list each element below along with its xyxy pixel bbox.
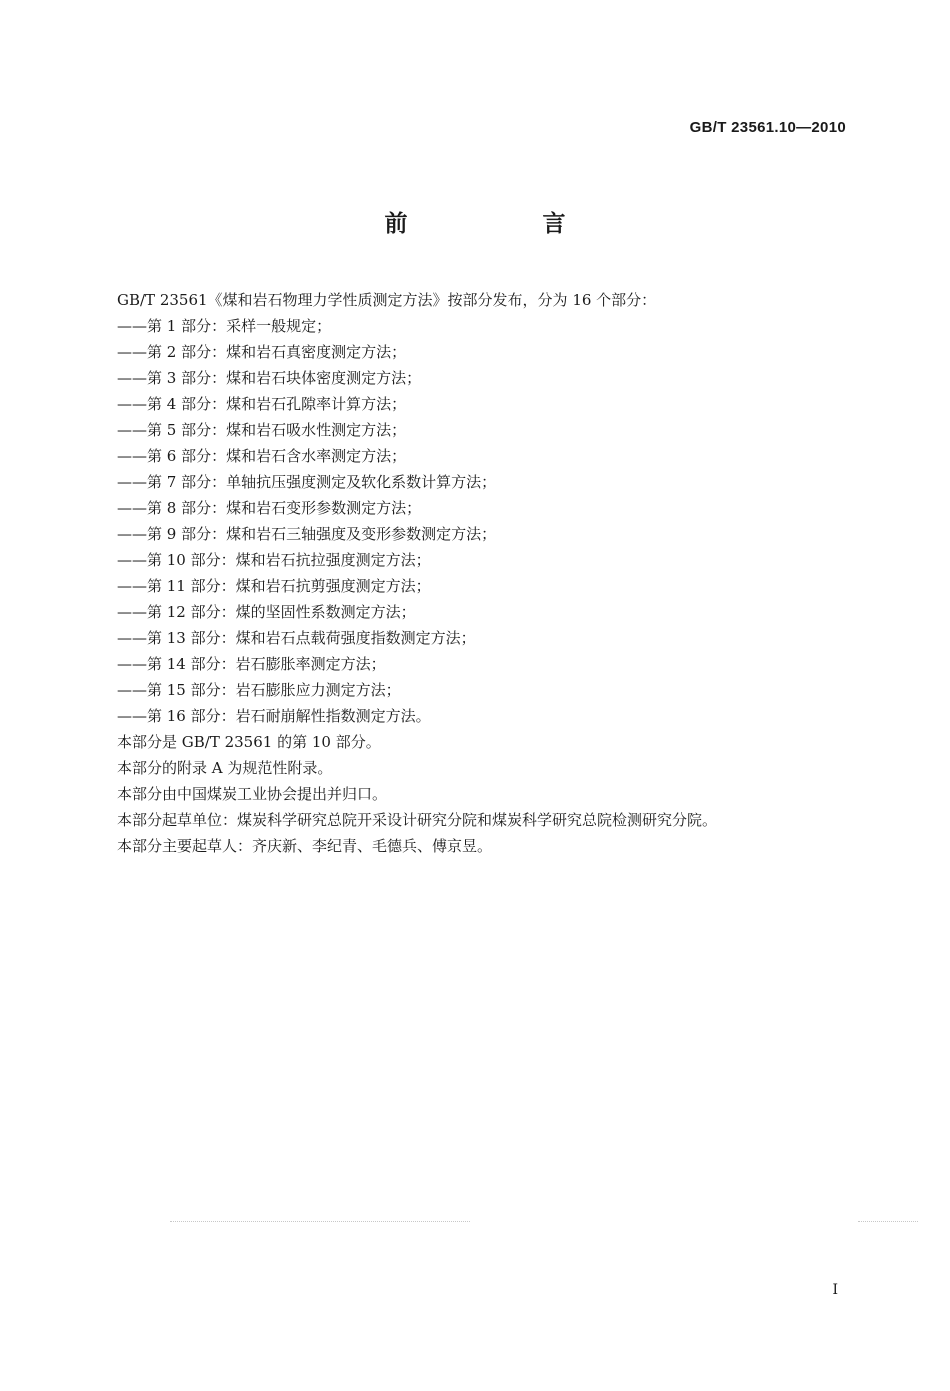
part-item-14: ——第 14 部分：岩石膨胀率测定方法； <box>117 655 386 673</box>
part-item-4: ——第 4 部分：煤和岩石孔隙率计算方法； <box>117 395 407 413</box>
part-item-2: ——第 2 部分：煤和岩石真密度测定方法； <box>117 343 407 361</box>
statement-drafters: 本部分主要起草人：齐庆新、李纪青、毛德兵、傅京昱。 <box>117 837 493 855</box>
intro-paragraph: GB/T 23561《煤和岩石物理力学性质测定方法》按部分发布，分为 16 个部分： <box>117 291 657 309</box>
statement-drafting-units: 本部分起草单位：煤炭科学研究总院开采设计研究分院和煤炭科学研究总院检测研究分院。 <box>117 811 718 829</box>
part-item-16: ——第 16 部分：岩石耐崩解性指数测定方法。 <box>117 707 431 725</box>
part-item-6: ——第 6 部分：煤和岩石含水率测定方法； <box>117 447 407 465</box>
page-number: I <box>832 1282 838 1298</box>
page-title: 前 言 <box>384 211 622 237</box>
part-item-15: ——第 15 部分：岩石膨胀应力测定方法； <box>117 681 401 699</box>
part-item-13: ——第 13 部分：煤和岩石点载荷强度指数测定方法； <box>117 629 476 647</box>
standard-code: GB/T 23561.10—2010 <box>689 119 846 136</box>
part-item-1: ——第 1 部分：采样一般规定； <box>117 317 332 335</box>
part-item-5: ——第 5 部分：煤和岩石吸水性测定方法； <box>117 421 407 439</box>
scan-artifact-right <box>858 1221 918 1226</box>
statement-proposer: 本部分由中国煤炭工业协会提出并归口。 <box>117 785 388 803</box>
part-item-10: ——第 10 部分：煤和岩石抗拉强度测定方法； <box>117 551 431 569</box>
statement-part-number: 本部分是 GB/T 23561 的第 10 部分。 <box>117 733 381 751</box>
foreword-body <box>117 287 857 859</box>
part-item-7: ——第 7 部分：单轴抗压强度测定及软化系数计算方法； <box>117 473 497 491</box>
part-item-9: ——第 9 部分：煤和岩石三轴强度及变形参数测定方法； <box>117 525 497 543</box>
part-item-8: ——第 8 部分：煤和岩石变形参数测定方法； <box>117 499 422 517</box>
part-item-3: ——第 3 部分：煤和岩石块体密度测定方法； <box>117 369 422 387</box>
scan-artifact <box>170 1221 470 1226</box>
statement-annex: 本部分的附录 A 为规范性附录。 <box>117 759 333 777</box>
part-item-12: ——第 12 部分：煤的坚固性系数测定方法； <box>117 603 416 621</box>
part-item-11: ——第 11 部分：煤和岩石抗剪强度测定方法； <box>117 577 431 595</box>
